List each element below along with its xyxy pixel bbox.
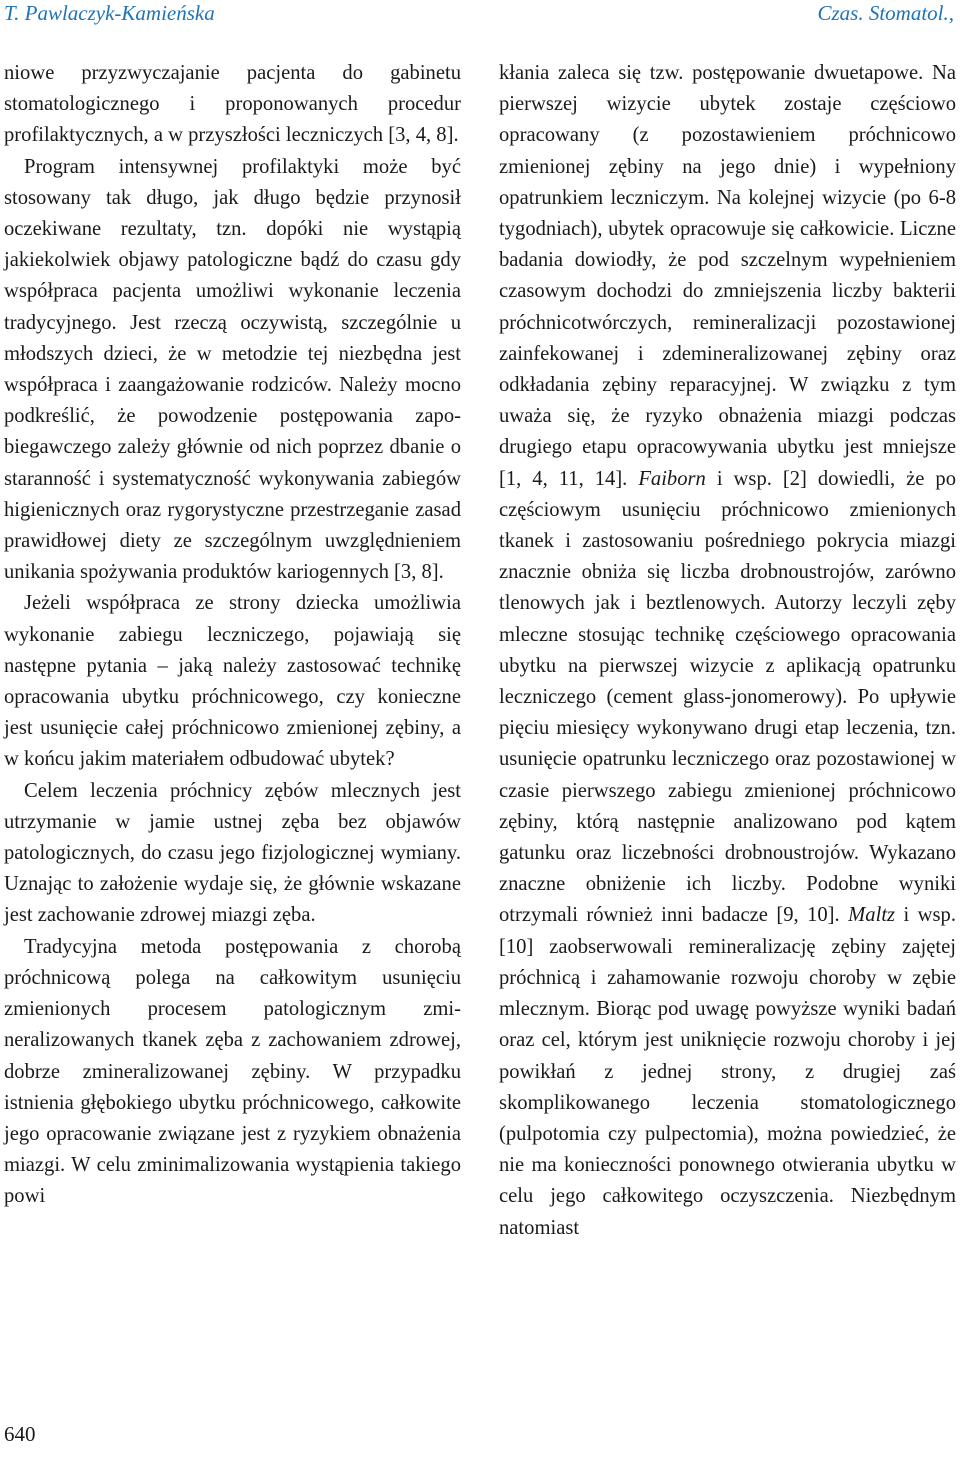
paragraph: Tradycyjna metoda postępowania z chorobą próchnicową polega na całkowitym usunięciu zmienionych procesem patologicznym zmineralizowanych tkanek zęba z zachowaniem zdrowej, dobrze zmineralizowanej zębiny. W przypadku istnienia głębokiego ubytku próchnicowego, całkowite jego opracowanie związane jest z ryzykiem obnażenia miazgi. W celu zminimalizowania wystąpienia takiego powi [4, 935, 461, 1208]
text-run: i wsp. [2] dowiedli, że po częściowym usunięciu próchnicowo zmienionych tkanek i zastosowaniu pośredniego pokrycia miazgi znacznie obniża się liczba drobnoustrojów, zarówno tlenowych jak i beztlenowych. Autorzy leczyli zęby mleczne stosując technikę częściowego opracowania ubytku na pierwszej wizycie z aplikacją opatrunku leczniczego (cement glass-jonomerowy). Po upływie pięciu miesięcy wykonywano drugi etap leczenia, tzn. usunięcie opatrunku leczniczego oraz pozostawionej w czasie pierwszego zabiegu zmienionej próchnicowo zębiny, którą następnie analizowano pod kątem gatunku oraz liczebności drobnoustrojów. Wykazano znaczne obniżenie ich liczby. Podobne wyniki otrzymali również inni badacze [9, 10]. [499, 467, 956, 927]
left-column [4, 58, 461, 1213]
page-number: 640 [4, 1422, 36, 1446]
cited-author-name: Maltz [848, 904, 896, 927]
text-run: i wsp. [10] zaobserwowali remineralizację zębiny zajętej próchnicą i zahamowanie rozwoju choroby w zębie mlecznym. Biorąc pod uwagę powyższe wyniki badań oraz cel, którym jest uniknięcie rozwoju choroby i jej powikłań z jednej strony, z drugiej zaś skomplikowanego leczenia stomatologicznego (pulpotomia czy pulpectomia), można powiedzieć, że nie ma konieczności ponownego otwierania ubytku w celu jego całkowitego oczyszczenia. Niezbędnym natomiast [499, 904, 956, 1239]
paragraph: Program intensywnej profilaktyki może być stosowany tak długo, jak długo będzie przynosił oczekiwane rezultaty, tzn. dopóki nie wystąpią jakiekolwiek objawy patologiczne bądź do czasu gdy współpraca pacjenta umożliwi wykonanie leczenia tradycyjnego. Jest rzeczą oczywistą, szczególnie u młodszych dzieci, że w metodzie tej niezbędna jest współpraca i zaangażowanie rodziców. Należy mocno podkreślić, że powodzenie postępowania zapobiegawczego zależy głównie od nich poprzez dbanie o staranność i systematyczność wykonywania zabiegów higienicznych oraz rygorystyczne przestrzeganie zasad prawidłowej diety ze szczególnym uwzględnieniem unikania spożywania produktów kariogennych [3, 8]. [4, 155, 461, 584]
running-header-author: T. Pawlaczyk-Kamieńska [4, 1, 215, 25]
text-run: kłania zaleca się tzw. postępowanie dwuetapowe. Na pierwszej wizycie ubytek zostaje częściowo opracowany (z pozostawieniem próchnicowo zmienionej zębiny na jego dnie) i wypełniony opatrunkiem leczniczym. Na kolejnej wizycie (po 6-8 tygodniach), ubytek opracowuje się całkowicie. Liczne badania dowiodły, że pod szczelnym wypełnieniem czasowym dochodzi do zmniejszenia liczby bakterii próchnicotwórczych, remineralizacji pozostawionej zainfekowanej i zdemineralizowanej zębiny oraz odkładania zębiny reparacyjnej. W związku z tym uważa się, że ryzyko obnażenia miazgi podczas drugiego etapu opracowywania ubytku jest mniejsze [1, 4, 11, 14]. [499, 62, 956, 490]
paragraph: Celem leczenia próchnicy zębów mlecznych jest utrzymanie w jamie ustnej zęba bez objawów patologicznych, do czasu jego fizjologicznej wymiany. Uznając to założenie wydaje się, że głównie wskazane jest zachowanie zdrowej miazgi zęba. [4, 779, 461, 927]
right-column [499, 58, 956, 1244]
cited-author-name: Faiborn [638, 467, 706, 490]
paragraph [499, 58, 956, 1244]
running-header-journal: Czas. Stomatol., [817, 1, 954, 25]
paragraph: Jeżeli współpraca ze strony dziecka umożliwia wykonanie zabiegu leczniczego, pojawiają się następne pytania – jaką należy zastosować technikę opracowania ubytku próchnicowego, czy konieczne jest usunięcie całej próchnicowo zmienionej zębiny, a w końcu jakim materiałem odbudować ubytek? [4, 592, 461, 771]
running-header [0, 0, 960, 30]
paragraph: niowe przyzwyczajanie pacjenta do gabinetu stomatologicznego i proponowanych procedur profilaktycznych, a w przyszłości leczniczych [3, 4, 8]. [4, 62, 461, 147]
